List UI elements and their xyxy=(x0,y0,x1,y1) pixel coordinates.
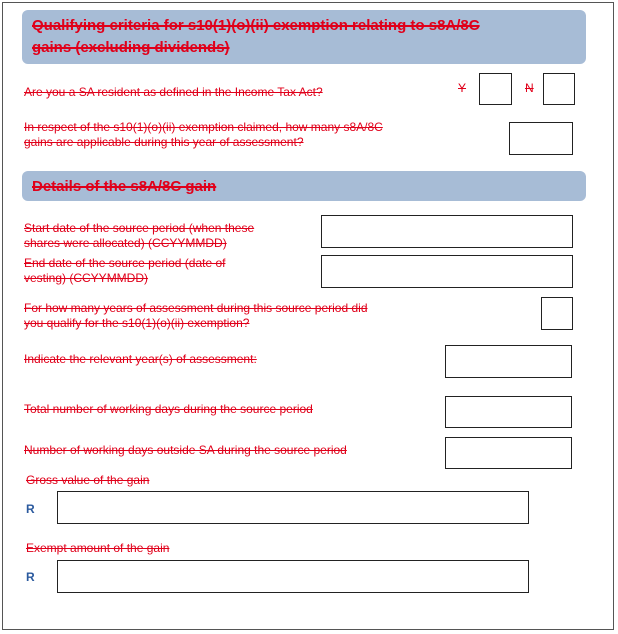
relevant-years-label: Indicate the relevant year(s) of assessment: xyxy=(24,352,257,366)
years-qualified-question-line2: you qualify for the s10(1)(o)(ii) exemption? xyxy=(24,316,250,330)
section2-title: Details of the s8A/8C gain xyxy=(32,178,217,195)
start-date-input[interactable] xyxy=(321,215,573,248)
outside-sa-days-label: Number of working days outside SA during the source period xyxy=(24,443,347,457)
exempt-currency-label: R xyxy=(26,570,35,584)
gross-currency-label: R xyxy=(26,502,35,516)
exempt-amount-input[interactable] xyxy=(57,560,529,593)
gross-value-input[interactable] xyxy=(57,491,529,524)
no-label: N xyxy=(525,81,534,95)
total-working-days-input[interactable] xyxy=(445,396,572,428)
section-title-line1: Qualifying criteria for s10(1)(o)(ii) exemption relating to s8A/8C xyxy=(32,17,480,34)
resident-yes-box[interactable] xyxy=(479,73,512,105)
exempt-amount-label: Exempt amount of the gain xyxy=(26,541,170,555)
resident-no-box[interactable] xyxy=(543,73,575,105)
years-qualified-question-line1: For how many years of assessment during this source period did xyxy=(24,301,368,315)
end-date-label-line1: End date of the source period (date of xyxy=(24,256,226,270)
gains-count-question-line1: In respect of the s10(1)(o)(ii) exemption claimed, how many s8A/8C xyxy=(24,120,383,134)
resident-question: Are you a SA resident as defined in the Income Tax Act? xyxy=(24,85,323,99)
yes-label: Y xyxy=(458,81,467,95)
gains-count-input[interactable] xyxy=(509,122,573,155)
end-date-label-line2: vesting) (CCYYMMDD) xyxy=(24,271,149,285)
relevant-years-input[interactable] xyxy=(445,345,572,378)
end-date-input[interactable] xyxy=(321,255,573,288)
total-working-days-label: Total number of working days during the source period xyxy=(24,402,313,416)
start-date-label-line1: Start date of the source period (when these xyxy=(24,221,255,235)
section-title-line2: gains (excluding dividends) xyxy=(32,39,230,56)
outside-sa-days-input[interactable] xyxy=(445,437,572,469)
start-date-label-line2: shares were allocated) (CCYYMMDD) xyxy=(24,236,227,250)
years-qualified-input[interactable] xyxy=(541,297,573,330)
gains-count-question-line2: gains are applicable during this year of assessment? xyxy=(24,135,304,149)
gross-value-label: Gross value of the gain xyxy=(26,473,150,487)
